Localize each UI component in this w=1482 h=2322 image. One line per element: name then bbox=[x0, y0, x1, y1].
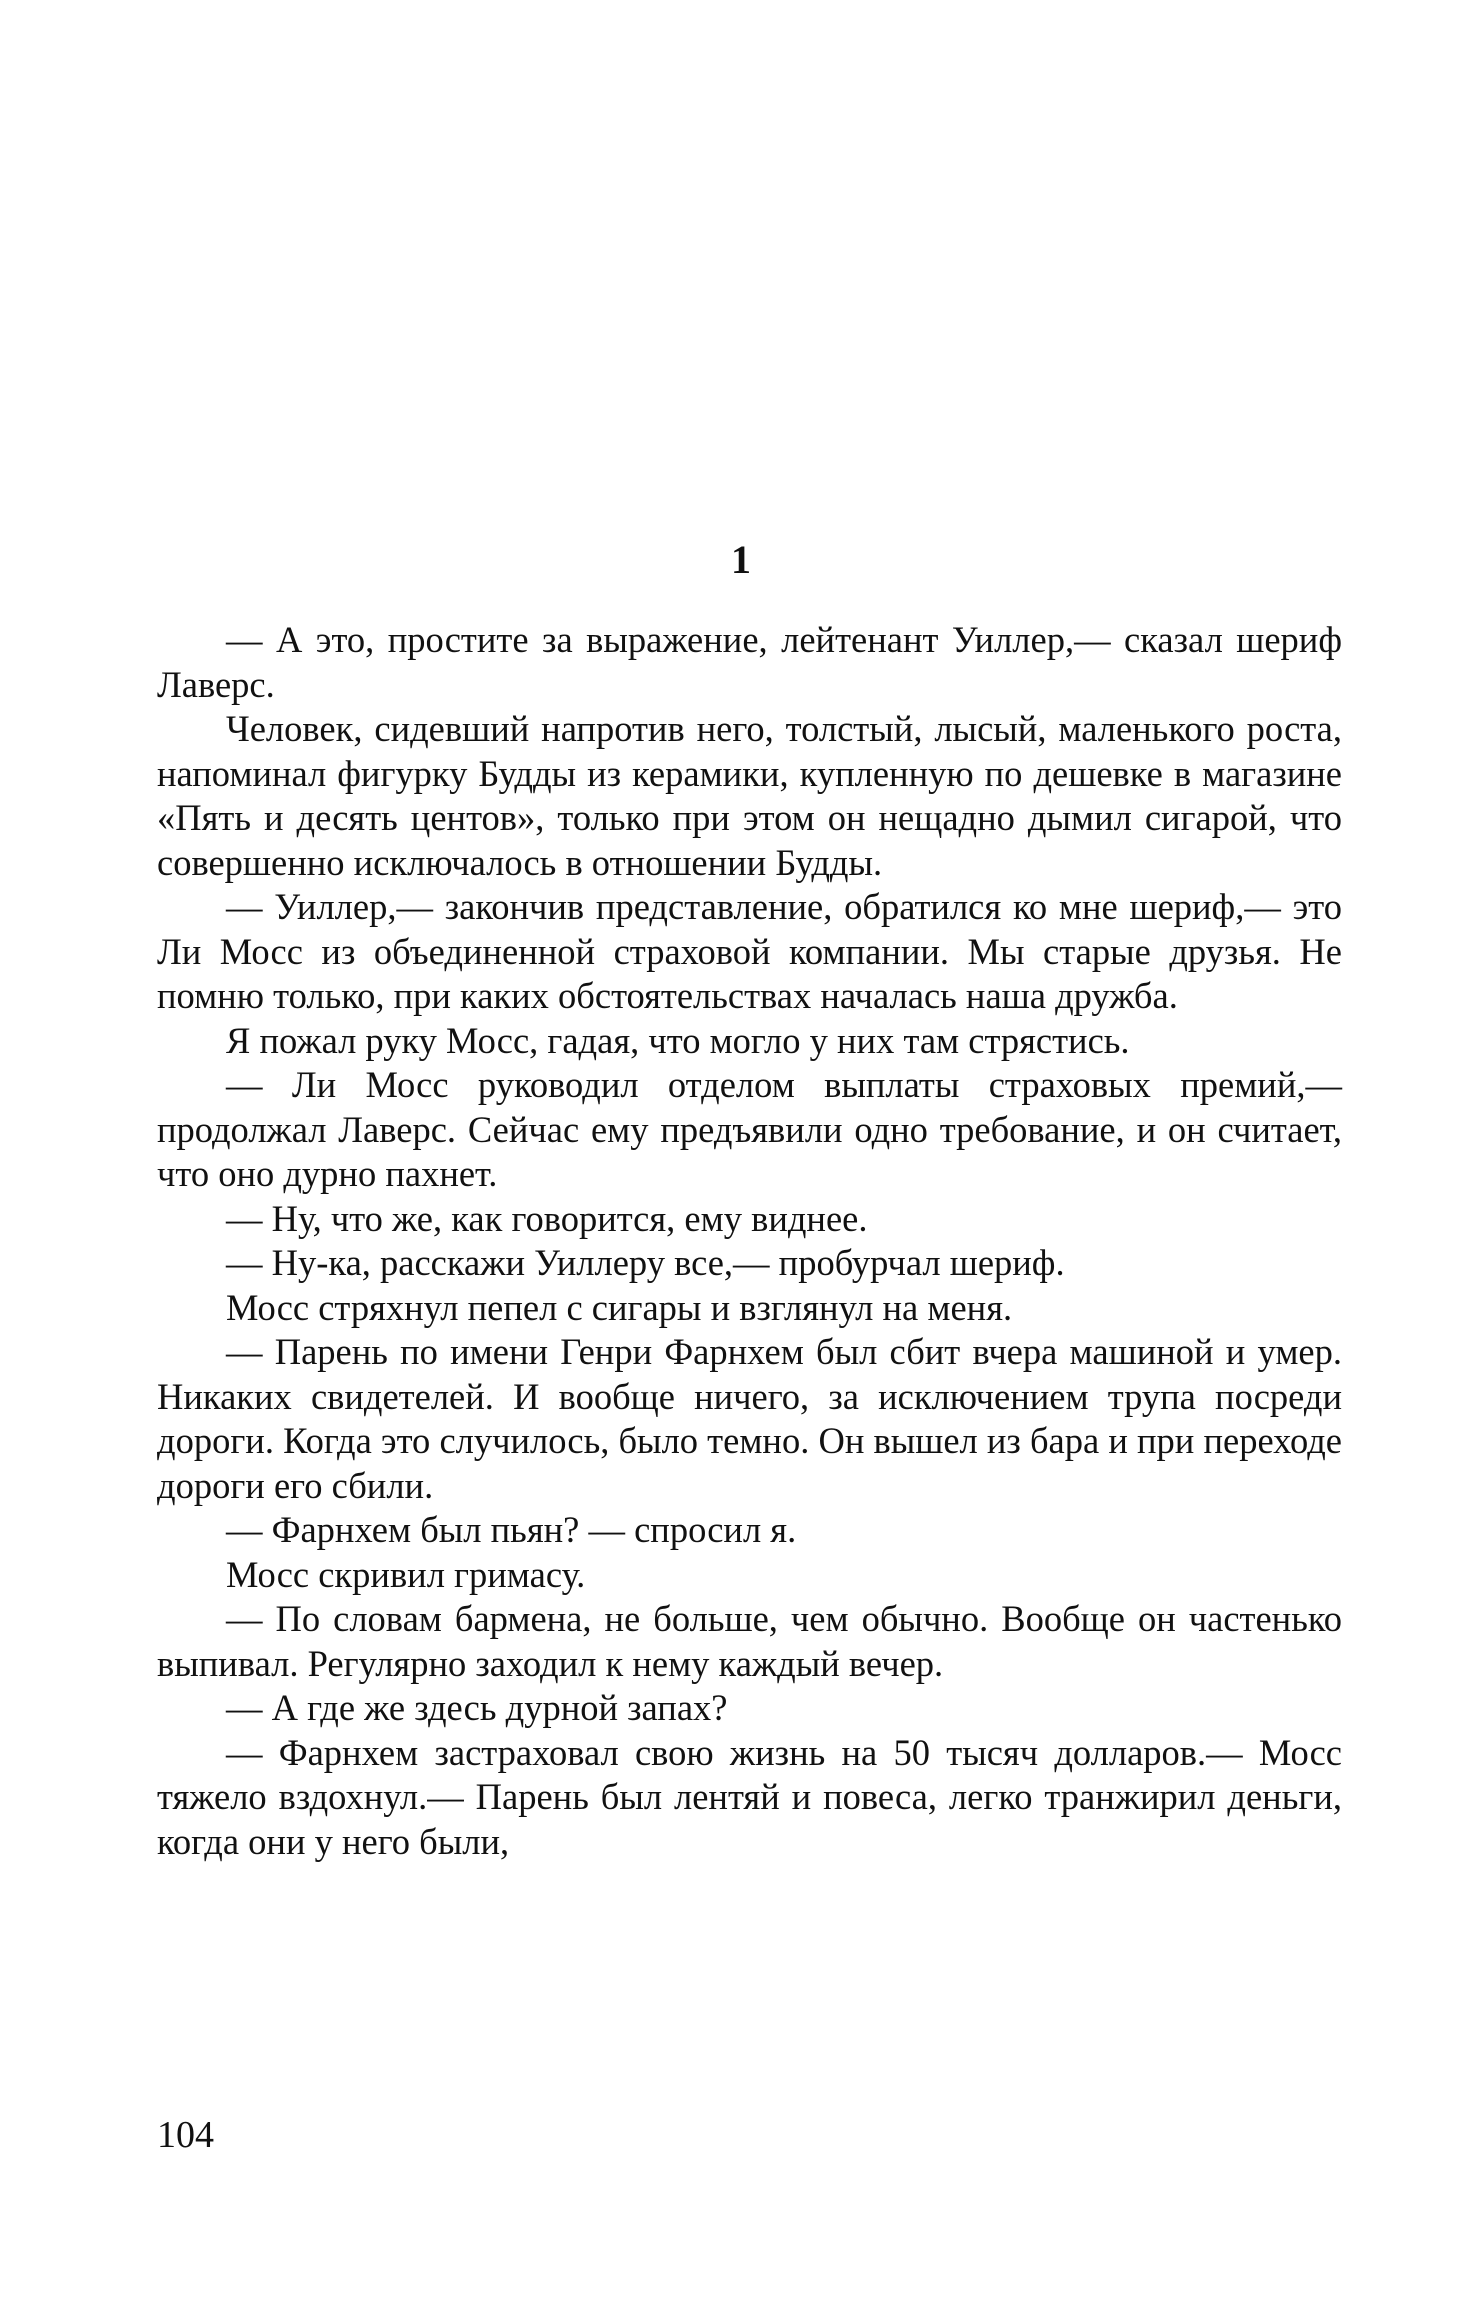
paragraph: — Ну, что же, как говорится, ему виднее. bbox=[226, 1197, 868, 1239]
paragraph: — Фарнхем застраховал свою жизнь на 50 тысяч долларов.— Мосс тяжело вздохнул.— Парень был лентяй и повеса, легко транжирил деньги, когда они у него были, bbox=[157, 1731, 1342, 1862]
paragraph: — Уиллер,— закончив представление, обратился ко мне шериф,— это Ли Мосс из объединенной страховой компании. Мы старые друзья. Не помню только, при каких обстоятельствах началась наша дружба. bbox=[157, 886, 1342, 1016]
body-text bbox=[157, 618, 1342, 1864]
paragraph: — А где же здесь дурной запах? bbox=[226, 1687, 728, 1728]
paragraph: Человек, сидевший напротив него, толстый, лысый, маленького роста, напоминал фигурку Будды из керамики, купленную по дешевке в магазине «Пять и десять центов», только при этом он нещадно дымил сигарой, что совершенно исключалось в отношении Будды. bbox=[157, 708, 1342, 883]
paragraph: — А это, простите за выражение, лейтенант Уиллер,— сказал шериф Лаверс. bbox=[157, 619, 1342, 705]
paragraph: Мосс скривил гримасу. bbox=[226, 1553, 586, 1595]
chapter-number: 1 bbox=[731, 537, 751, 582]
paragraph: — По словам бармена, не больше, чем обычно. Вообще он частенько выпивал. Регулярно заходил к нему каждый вечер. bbox=[157, 1598, 1342, 1684]
paragraph: — Фарнхем был пьян? — спросил я. bbox=[226, 1509, 797, 1550]
paragraph: — Ну-ка, расскажи Уиллеру все,— пробурчал шериф. bbox=[226, 1242, 1065, 1283]
paragraph: Я пожал руку Мосс, гадая, что могло у них там стрястись. bbox=[226, 1019, 1130, 1061]
paragraph: Мосс стряхнул пепел с сигары и взглянул на меня. bbox=[226, 1286, 1013, 1328]
paragraph: — Парень по имени Генри Фарнхем был сбит вчера машиной и умер. Никаких свидетелей. И вообще ничего, за исключением трупа посреди дороги. Когда это случилось, было темно. Он вышел из бара и при переходе дороги его сбили. bbox=[157, 1331, 1342, 1506]
page-number: 104 bbox=[157, 2114, 214, 2156]
paragraph: — Ли Мосс руководил отделом выплаты страховых премий,— продолжал Лаверс. Сейчас ему предъявили одно требование, и он считает, что оно дурно пахнет. bbox=[157, 1064, 1342, 1194]
